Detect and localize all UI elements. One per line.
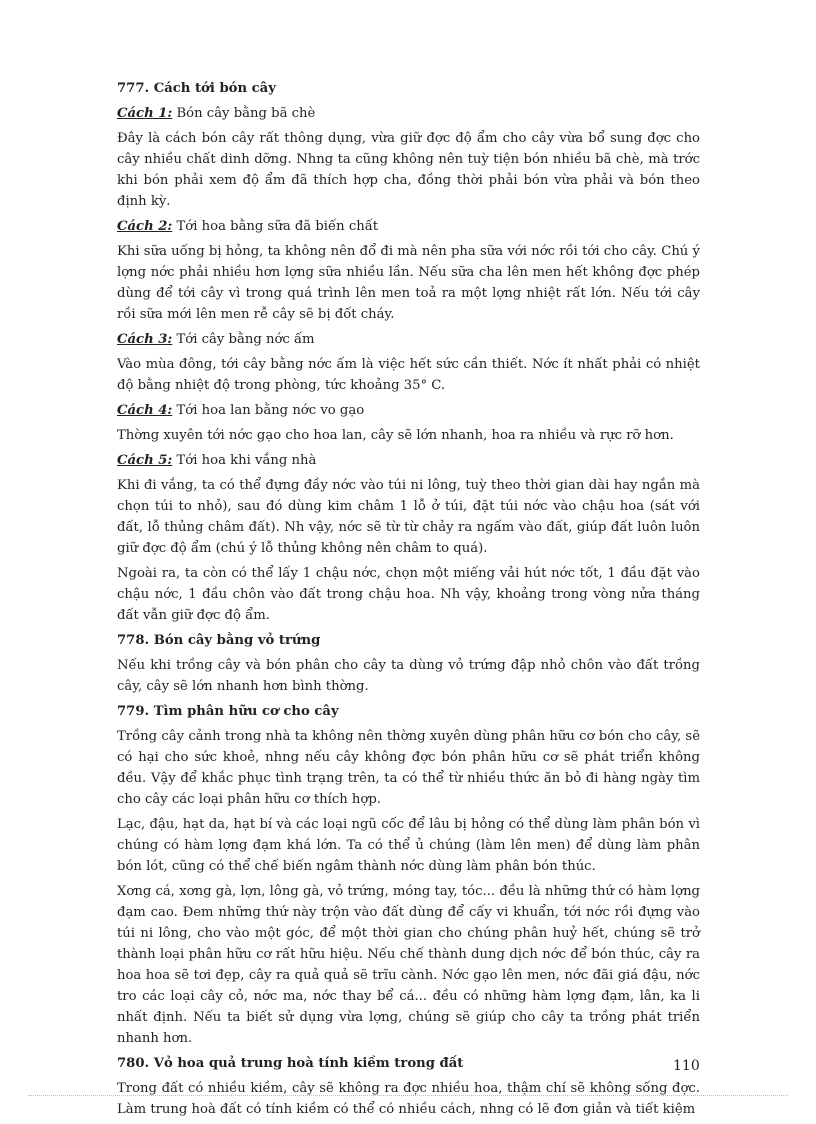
method-3-title: Tới cây bằng nớc ấm xyxy=(172,332,315,347)
section-779-paragraph-3: Xơng cá, xơng gà, lợn, lông gà, vỏ trứng, móng tay, tóc... đều là những thứ có hàm lợng đạm cao. Đem những thứ này trộn vào đất dùng để cấy vi khuẩn, tới nớc rồi đựng vào túi ni lông, cho vào một góc, để một thời gian cho chúng phân huỷ hết, chúng sẽ trở thành loại phân hữu cơ rất hữu hiệu. Nếu chế thành dung dịch nớc để bón thúc, cây ra hoa hoa sẽ tơi đẹp, cây ra quả quả sẽ trĩu cành. Nớc gạo lên men, nớc đãi giá đậu, nớc tro các loại cây cỏ, nớc ma, nớc thay bể cá... đều có những hàm lợng đạm, lân, ka li nhất định. Nếu ta biết sử dụng vừa lợng, chúng sẽ giúp cho cây ta trồng phát triển nhanh hơn. xyxy=(117,884,700,1046)
method-2-title: Tới hoa bằng sữa đã biến chất xyxy=(172,219,379,234)
section-780-paragraph: Trong đất có nhiều kiềm, cây sẽ không ra đợc nhiều hoa, thậm chí sẽ không sống đợc. Làm trung hoà đất có tính kiềm có thể có nhiều cách, nhng có lẽ đơn giản và tiết kiệm xyxy=(117,1081,700,1117)
method-1-heading xyxy=(117,103,700,124)
method-5-paragraph-2: Ngoài ra, ta còn có thể lấy 1 chậu nớc, chọn một miếng vải hút nớc tốt, 1 đầu đặt vào chậu nớc, 1 đầu chôn vào đất trong chậu hoa. Nh vậy, khoảng trong vòng nửa tháng đất vẫn giữ đợc độ ẩm. xyxy=(117,566,700,623)
method-4-heading xyxy=(117,400,700,421)
page-bottom-divider xyxy=(28,1095,788,1096)
method-3-heading xyxy=(117,329,700,350)
section-777-title: 777. Cách tới bón cây xyxy=(117,81,276,96)
method-1-paragraph: Đây là cách bón cây rất thông dụng, vừa giữ đợc độ ẩm cho cây vừa bổ sung đợc cho cây nhiều chất dinh dỡng. Nhng ta cũng không nên tuỳ tiện bón nhiều bã chè, mà trớc khi bón phải xem độ ẩm đã thích hợp cha, đồng thời phải bón vừa phải và bón theo định kỳ. xyxy=(117,131,700,209)
method-2-label: Cách 2: xyxy=(117,219,173,234)
method-1-label: Cách 1: xyxy=(117,106,173,121)
method-2-paragraph: Khi sữa uống bị hỏng, ta không nên đổ đi mà nên pha sữa với nớc rồi tới cho cây. Chú ý lợng nớc phải nhiều hơn lợng sữa nhiều lần. Nếu sữa cha lên men hết không đợc phép dùng để tới cây vì trong quá trình lên men toả ra một lợng nhiệt rất lớn. Nếu tới cây rồi sữa mới lên men rễ cây sẽ bị đốt cháy. xyxy=(117,244,700,322)
method-2-heading xyxy=(117,216,700,237)
section-779-paragraph-2: Lạc, đậu, hạt da, hạt bí và các loại ngũ cốc để lâu bị hỏng có thể dùng làm phân bón vì chúng có hàm lợng đạm khá lớn. Ta có thể ủ chúng (làm lên men) để dùng làm phân bón lót, cũng có thể chế biến ngâm thành nớc dùng làm phân bón thúc. xyxy=(117,817,700,874)
method-5-heading xyxy=(117,450,700,471)
method-1-title: Bón cây bằng bã chè xyxy=(172,106,316,121)
page-number: 110 xyxy=(673,1058,700,1074)
method-5-label: Cách 5: xyxy=(117,453,173,468)
method-4-paragraph: Thờng xuyên tới nớc gạo cho hoa lan, cây sẽ lớn nhanh, hoa ra nhiều và rực rỡ hơn. xyxy=(117,428,674,443)
section-779-title: 779. Tìm phân hữu cơ cho cây xyxy=(117,704,339,719)
method-4-title: Tới hoa lan bằng nớc vo gạo xyxy=(172,403,365,418)
method-3-paragraph: Vào mùa đông, tới cây bằng nớc ấm là việc hết sức cần thiết. Nớc ít nhất phải có nhiệt độ bằng nhiệt độ trong phòng, tức khoảng 35° C. xyxy=(117,357,700,393)
method-3-label: Cách 3: xyxy=(117,332,173,347)
method-4-label: Cách 4: xyxy=(117,403,173,418)
section-779-paragraph-1: Trồng cây cảnh trong nhà ta không nên thờng xuyên dùng phân hữu cơ bón cho cây, sẽ có hại cho sức khoẻ, nhng nếu cây không đợc bón phân hữu cơ sẽ phát triển không đều. Vậy để khắc phục tình trạng trên, ta có thể từ nhiều thức ăn bỏ đi hàng ngày tìm cho cây các loại phân hữu cơ thích hợp. xyxy=(117,729,700,807)
section-780-title: 780. Vỏ hoa quả trung hoà tính kiềm trong đất xyxy=(117,1056,464,1071)
section-778-paragraph: Nếu khi trồng cây và bón phân cho cây ta dùng vỏ trứng đập nhỏ chôn vào đất trồng cây, cây sẽ lớn nhanh hơn bình thờng. xyxy=(117,658,700,694)
method-5-title: Tới hoa khi vắng nhà xyxy=(172,453,317,468)
section-778-title: 778. Bón cây bằng vỏ trứng xyxy=(117,633,321,648)
method-5-paragraph-1: Khi đi vắng, ta có thể đựng đầy nớc vào túi ni lông, tuỳ theo thời gian dài hay ngắn mà chọn túi to nhỏ), sau đó dùng kim châm 1 lỗ ở túi, đặt túi nớc vào chậu hoa (sát với đất, lỗ thủng châm đất). Nh vậy, nớc sẽ từ từ chảy ra ngấm vào đất, giúp đất luôn luôn giữ đợc độ ẩm (chú ý lỗ thủng không nên châm to quá). xyxy=(117,478,700,556)
page-body xyxy=(117,78,700,1124)
